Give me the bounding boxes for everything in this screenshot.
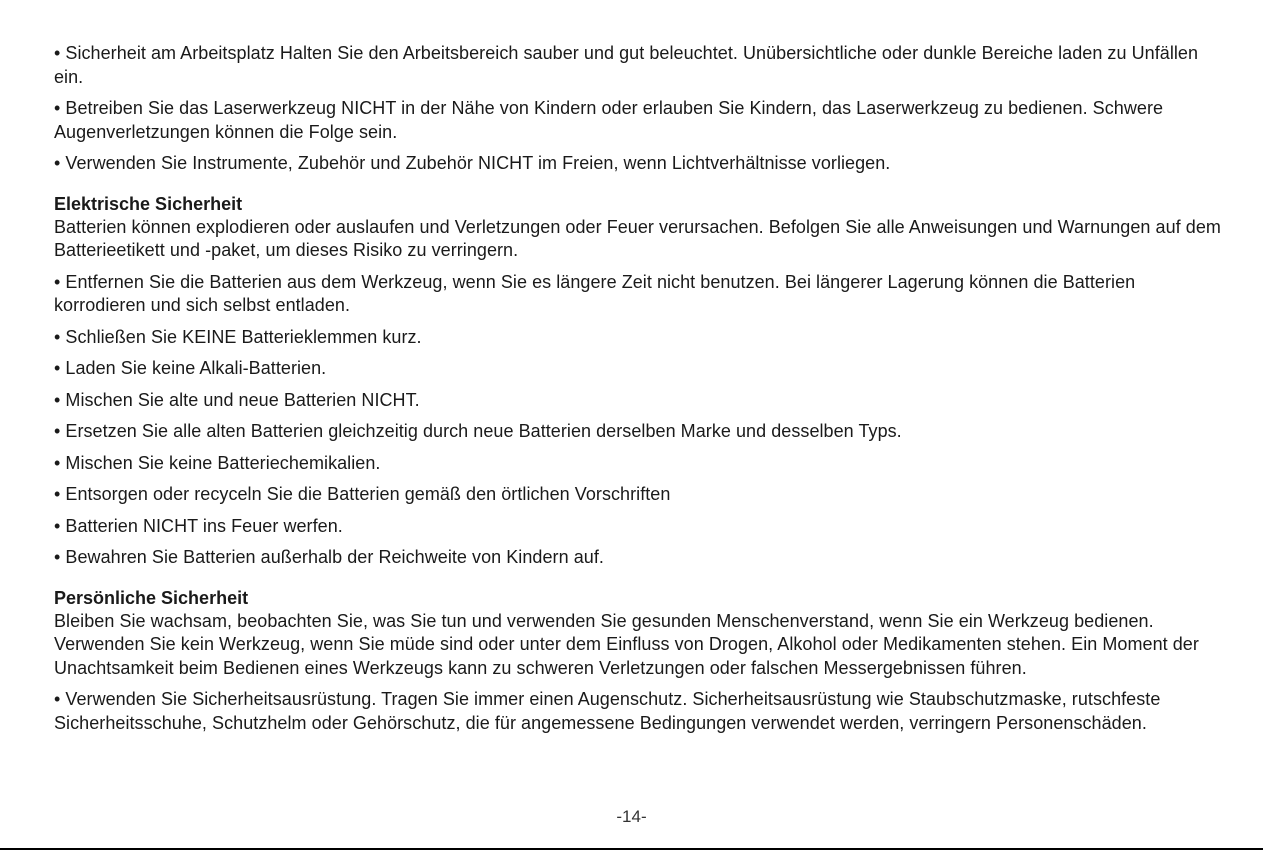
electrical-item-8: • Batterien NICHT ins Feuer werfen. [54,515,343,536]
workplace-item-3: • Verwenden Sie Instrumente, Zubehör und Zubehör NICHT im Freien, wenn Lichtverhältnisse vorliegen. [54,153,891,173]
document-body [54,42,1224,743]
electrical-item-7: • Entsorgen oder recyceln Sie die Batterien gemäß den örtlichen Vorschriften [54,484,671,504]
electrical-item-6: • Mischen Sie keine Batteriechemikalien. [54,452,381,473]
electrical-item-2: • Schließen Sie KEINE Batterieklemmen kurz. [54,326,422,347]
personal-safety-intro: Bleiben Sie wachsam, beobachten Sie, was Sie tun und verwenden Sie gesunden Menschenverstand, wenn Sie ein Werkzeug bedienen. Verwenden Sie kein Werkzeug, wenn Sie müde sind oder unter dem Einfluss von Drogen, Alkohol oder Medikamenten stehen. Ein Moment der Unachtsamkeit beim Bedienen eines Werkzeugs kann zu schweren Verletzungen oder falschen Messergebnissen führen. [54,610,1199,678]
workplace-item-1: • Sicherheit am Arbeitsplatz Halten Sie den Arbeitsbereich sauber und gut beleuchtet. Unübersichtliche oder dunkle Bereiche laden zu Unfällen ein. [54,43,1199,87]
personal-item-1: • Verwenden Sie Sicherheitsausrüstung. Tragen Sie immer einen Augenschutz. Sicherheitsausrüstung wie Staubschutzmaske, rutschfeste Sicherheitsschuhe, Schutzhelm oder Gehörschutz, die für angemessene Bedingungen verwendet werden, verringern Personenschäden. [54,689,1161,733]
electrical-safety-intro: Batterien können explodieren oder auslaufen und Verletzungen oder Feuer verursachen. Befolgen Sie alle Anweisungen und Warnungen auf dem Batterieetikett und -paket, um dieses Risiko zu verringern. [54,216,1221,260]
workplace-item-2: • Betreiben Sie das Laserwerkzeug NICHT in der Nähe von Kindern oder erlauben Sie Kindern, das Laserwerkzeug zu bedienen. Schwere Augenverletzungen können die Folge sein. [54,98,1164,142]
electrical-item-3: • Laden Sie keine Alkali-Batterien. [54,358,327,378]
page-number: -14- [616,807,647,826]
electrical-item-9: • Bewahren Sie Batterien außerhalb der Reichweite von Kindern auf. [54,547,604,567]
electrical-item-4: • Mischen Sie alte und neue Batterien NICHT. [54,389,420,410]
personal-safety-heading: Persönliche Sicherheit [54,587,249,608]
electrical-item-1: • Entfernen Sie die Batterien aus dem Werkzeug, wenn Sie es längere Zeit nicht benutzen. Bei längerer Lagerung können die Batterien korrodieren und sich selbst entladen. [54,271,1136,315]
electrical-item-5: • Ersetzen Sie alle alten Batterien gleichzeitig durch neue Batterien derselben Marke und desselben Typs. [54,421,902,441]
bottom-divider [0,848,1263,850]
electrical-safety-heading: Elektrische Sicherheit [54,193,243,214]
